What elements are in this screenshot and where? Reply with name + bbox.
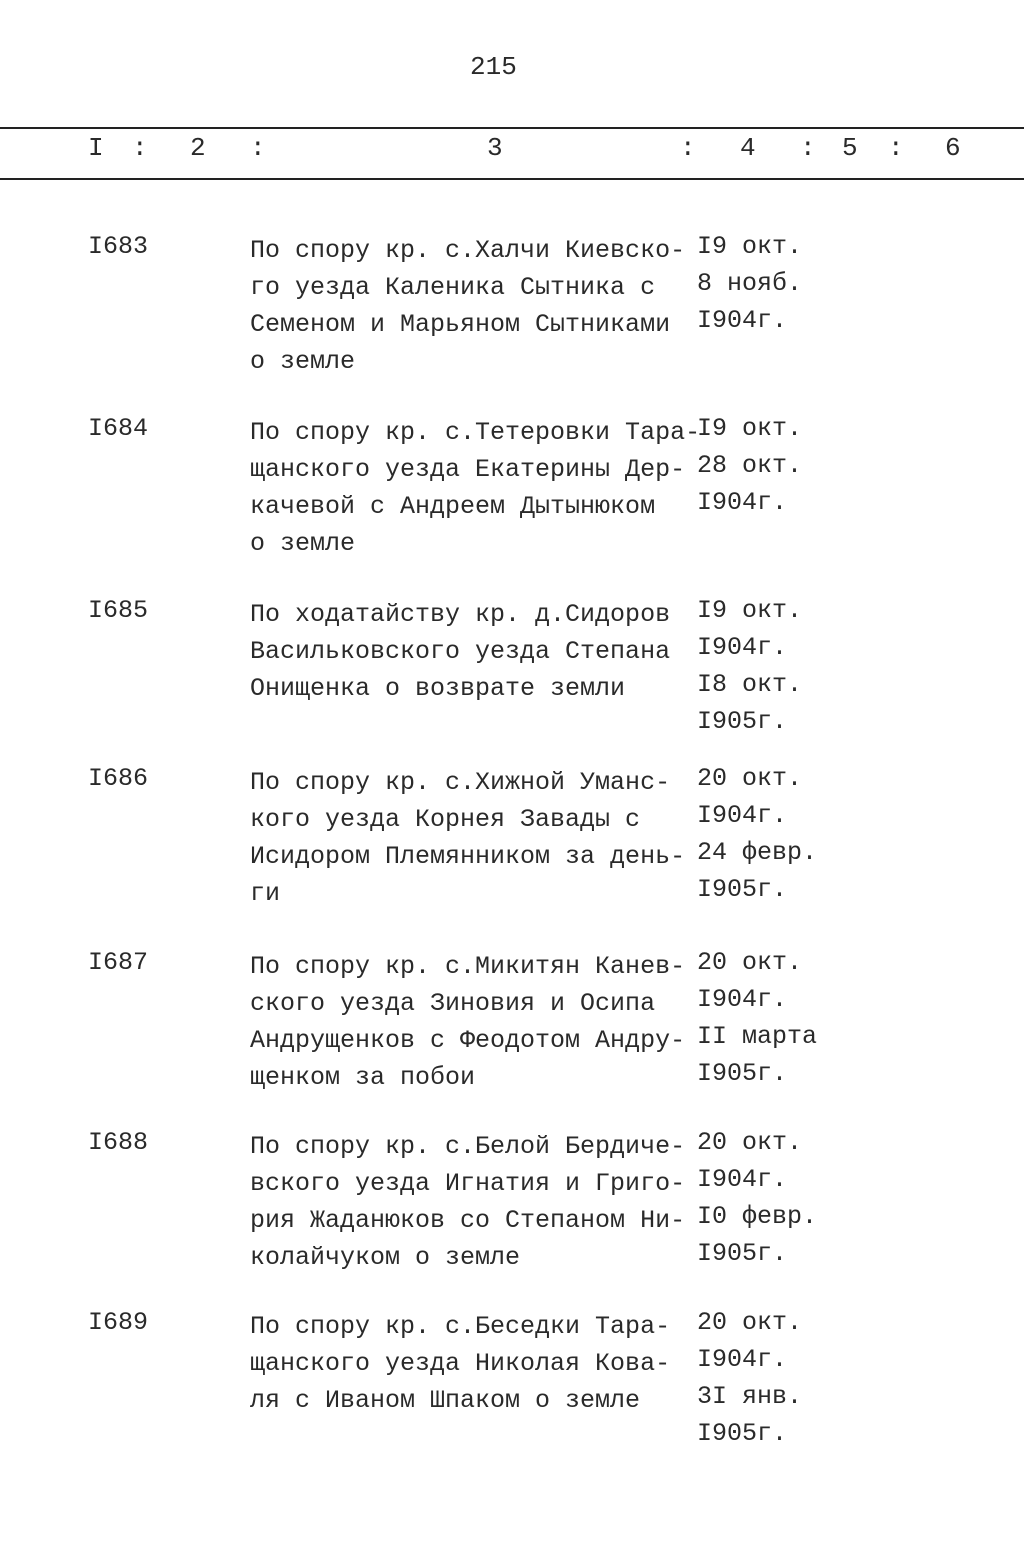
description-line: качевой с Андреем Дытынюком [250, 492, 656, 521]
description-line: го уезда Каленика Сытника с [250, 273, 656, 302]
column-separator: : [888, 133, 904, 163]
description-line: По спору кр. с.Тетеровки Тара- [250, 418, 701, 447]
date-line: I0 февр. [697, 1202, 818, 1231]
date-line: I9 окт. [697, 414, 803, 443]
column-header: 2 [190, 133, 206, 163]
date-line: I905г. [697, 1059, 788, 1088]
date-line: I9 окт. [697, 232, 803, 261]
description-line: По спору кр. с.Микитян Канев- [250, 952, 686, 981]
column-separator: : [800, 133, 816, 163]
date-line: 20 окт. [697, 1128, 803, 1157]
date-line: 20 окт. [697, 764, 803, 793]
description-line: щенком за побои [250, 1063, 476, 1092]
entry-dates [697, 760, 817, 908]
entry-description [250, 764, 685, 912]
header-bottom-rule [0, 178, 1024, 180]
entry-dates [697, 1304, 802, 1452]
description-line: рия Жаданюков со Степаном Ни- [250, 1206, 686, 1235]
date-line: 3I янв. [697, 1382, 803, 1411]
description-line: ля с Иваном Шпаком о земле [250, 1386, 641, 1415]
date-line: I8 окт. [697, 670, 803, 699]
column-header: I [88, 133, 104, 163]
entry-description [250, 232, 685, 380]
column-header: 4 [740, 133, 756, 163]
description-line: ского уезда Зиновия и Осипа [250, 989, 656, 1018]
date-line: I904г. [697, 306, 788, 335]
entry-description [250, 1308, 670, 1419]
entry-number: I687 [88, 948, 149, 977]
date-line: I904г. [697, 633, 788, 662]
description-line: кого уезда Корнея Завады с [250, 805, 641, 834]
description-line: По спору кр. с.Хижной Уманс- [250, 768, 671, 797]
date-line: 24 февр. [697, 838, 818, 867]
description-line: По ходатайству кр. д.Сидоров [250, 600, 671, 629]
entry-number: I689 [88, 1308, 149, 1337]
description-line: По спору кр. с.Халчи Киевско- [250, 236, 686, 265]
description-line: щанского уезда Екатерины Дер- [250, 455, 686, 484]
date-line: 20 окт. [697, 948, 803, 977]
description-line: Исидором Племянником за день- [250, 842, 686, 871]
entry-number: I686 [88, 764, 149, 793]
column-header: 6 [945, 133, 961, 163]
description-line: о земле [250, 347, 356, 376]
date-line: I904г. [697, 1345, 788, 1374]
description-line: о земле [250, 529, 356, 558]
entry-dates [697, 228, 802, 339]
date-line: I904г. [697, 801, 788, 830]
entry-number: I685 [88, 596, 149, 625]
column-header: 3 [487, 133, 503, 163]
description-line: Онищенка о возврате земли [250, 674, 626, 703]
entry-description [250, 596, 670, 707]
description-line: вского уезда Игнатия и Григо- [250, 1169, 686, 1198]
entry-dates [697, 592, 802, 740]
entry-number: I683 [88, 232, 149, 261]
entry-description [250, 414, 700, 562]
description-line: Андрущенков с Феодотом Андру- [250, 1026, 686, 1055]
date-line: I904г. [697, 1165, 788, 1194]
description-line: ги [250, 879, 281, 908]
page-number: 215 [470, 52, 517, 82]
date-line: I905г. [697, 1419, 788, 1448]
column-separator: : [250, 133, 266, 163]
description-line: колайчуком о земле [250, 1243, 521, 1272]
entry-description [250, 948, 685, 1096]
date-line: I905г. [697, 1239, 788, 1268]
column-header: 5 [842, 133, 858, 163]
date-line: II марта [697, 1022, 818, 1051]
description-line: По спору кр. с.Белой Бердиче- [250, 1132, 686, 1161]
header-top-rule [0, 127, 1024, 129]
description-line: щанского уезда Николая Кова- [250, 1349, 671, 1378]
entry-dates [697, 410, 802, 521]
column-separator: : [680, 133, 696, 163]
entry-number: I688 [88, 1128, 149, 1157]
date-line: I904г. [697, 488, 788, 517]
date-line: I905г. [697, 875, 788, 904]
description-line: Васильковского уезда Степана [250, 637, 671, 666]
date-line: I905г. [697, 707, 788, 736]
date-line: I9 окт. [697, 596, 803, 625]
date-line: 28 окт. [697, 451, 803, 480]
date-line: I904г. [697, 985, 788, 1014]
description-line: По спору кр. с.Беседки Тара- [250, 1312, 671, 1341]
date-line: 8 нояб. [697, 269, 803, 298]
entry-dates [697, 1124, 817, 1272]
entry-description [250, 1128, 685, 1276]
entry-number: I684 [88, 414, 149, 443]
date-line: 20 окт. [697, 1308, 803, 1337]
column-separator: : [132, 133, 148, 163]
entry-dates [697, 944, 817, 1092]
description-line: Семеном и Марьяном Сытниками [250, 310, 671, 339]
